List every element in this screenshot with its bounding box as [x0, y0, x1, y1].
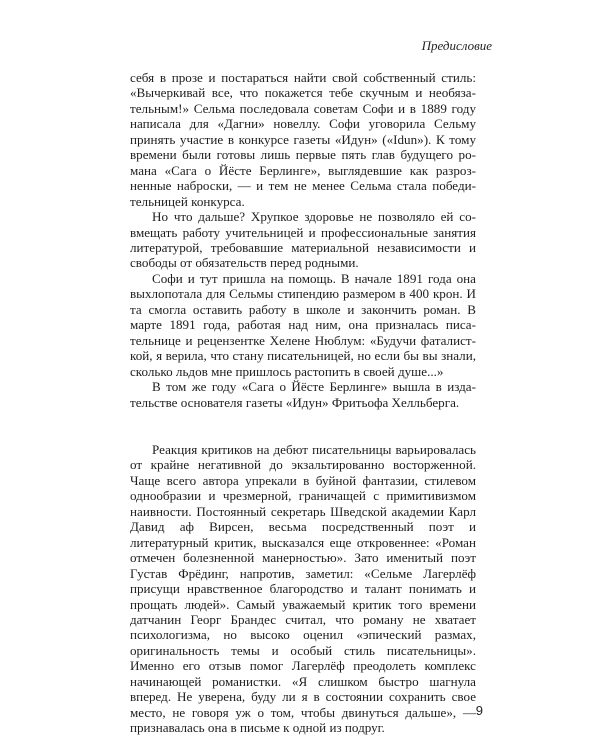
page-number: 9	[475, 703, 483, 718]
paragraph-3: Софи и тут пришла на помощь. В начале 1891 года она выхлопотала для Сельмы стипендию размером в 400 крон. И та смогла оставить работу в школе и закончить роман. В марте 1891 года, работая над ним, она призналась писательнице и рецензентке Хелене Нюблум: «Будучи фаталисткой, я верила, что стану писательницей, но если бы вы знали, сколько льдов мне пришлось растопить в своей душе...»	[130, 270, 476, 379]
running-header: Предисловие	[421, 38, 492, 53]
paragraph-2: Но что дальше? Хрупкое здоровье не позволяло ей совмещать работу учительницей и профессиональные занятия литературой, требовавшие материальной независимости и свободы от обязательств перед родными.	[130, 209, 476, 271]
paragraph-5: Реакция критиков на дебют писательницы варьировалась от крайне негативной до экзальтированно восторженной. Чаще всего автора упрекали в буйной фантазии, стилевом однообразии и чрезмерной, граничащей с примитивизмом наивности. Постоянный секретарь Шведской академии Карл Давид аф Вирсен, весьма посредственный поэт и литературный критик, высказался еще откровеннее: «Роман отмечен болезненной манерностью». Зато именитый поэт Густав Фрёдинг, напротив, заметил: «Сельме Лагерлёф присущи нравственное благородство и талант понимать и прощать людей». Самый уважаемый критик того времени датчанин Георг Брандес считал, что роману не хватает психологизма, но высоко оценил «эпический размах, оригинальность темы и особый стиль писательницы». Именно его отзыв помог Лагерлёф преодолеть комплекс начинающей романистки. «Я слишком быстро шагнула вперед. Не уверена, буду ли я в состоянии сохранить свое место, не говоря уж о том, чтобы двинуться дальше», — признавалась она в письме к одной из подруг.	[130, 441, 476, 736]
body-text	[130, 70, 476, 736]
paragraph-4: В том же году «Сага о Йёсте Берлинге» вышла в издательстве основателя газеты «Идун» Фритьофа Хелльберга.	[130, 379, 476, 410]
paragraph-1: себя в прозе и постараться найти свой собственный стиль: «Вычеркивай все, что покажется тебе скучным и необязательным!» Сельма последовала советам Софи и в 1889 году написала для «Дагни» новеллу. Софи уговорила Сельму принять участие в конкурсе газеты «Идун» («Idun»). К тому времени были готовы лишь первые пять глав будущего романа «Сага о Йёсте Берлинге», выглядевшие как разрозненные наброски, — и тем не менее Сельма стала победительницей конкурса.	[130, 70, 476, 209]
